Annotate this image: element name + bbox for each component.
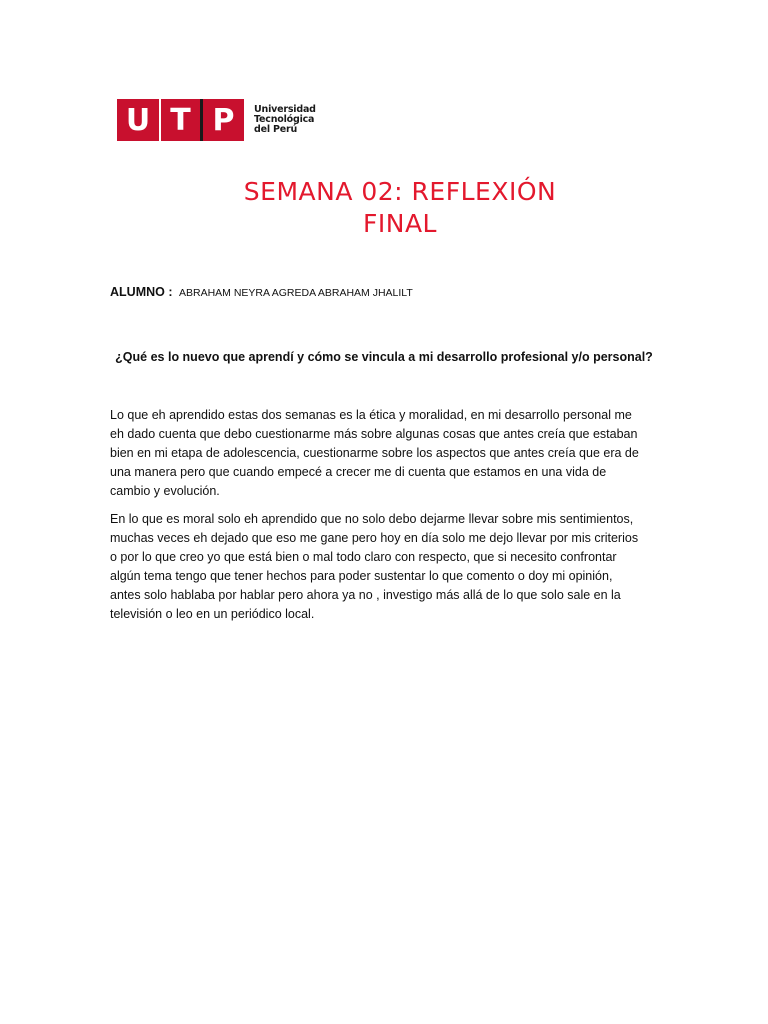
- logo-letter-t: T: [161, 99, 200, 141]
- student-name: ABRAHAM NEYRA AGREDA ABRAHAM JHALILT: [178, 287, 413, 299]
- title-line-1: SEMANA 02: REFLEXIÓN: [243, 177, 557, 206]
- logo-name-line: Tecnológica: [254, 114, 315, 125]
- paragraph-line: En lo que es moral solo eh aprendido que no solo debo dejarme llevar sobre mis sentimientos,: [110, 512, 634, 526]
- paragraph-line: bien en mi etapa de adolescencia, cuestionarme sobre los aspectos que antes creía que era de: [110, 446, 639, 460]
- document-title: [0, 176, 768, 240]
- logo-university-name: [254, 105, 316, 135]
- paragraph-line: algún tema tengo que tener hechos para poder sustentar lo que comento o doy mi opinión,: [110, 569, 613, 583]
- student-info: [110, 285, 413, 299]
- paragraph-line: una manera pero que cuando empecé a crecer me di cuenta que estamos en una vida de: [110, 465, 607, 479]
- utp-logo: [117, 99, 316, 141]
- paragraph-1: [110, 406, 670, 501]
- logo-letter-u: U: [117, 99, 159, 141]
- reflection-body: [110, 406, 670, 633]
- logo-name-line: del Perú: [254, 124, 298, 135]
- logo-name-line: Universidad: [254, 104, 316, 115]
- student-label: ALUMNO :: [110, 285, 173, 299]
- paragraph-line: cambio y evolución.: [110, 484, 220, 498]
- logo-letter-p: P: [203, 99, 244, 141]
- paragraph-line: o por lo que creo yo que está bien o mal todo claro con respecto, que si necesito confrontar: [110, 550, 617, 564]
- paragraph-2: [110, 510, 670, 624]
- paragraph-line: eh dado cuenta que debo cuestionarme más sobre algunas cosas que antes creía que estaban: [110, 427, 638, 441]
- title-line-2: FINAL: [363, 209, 437, 238]
- paragraph-line: muchas veces eh dejado que eso me gane pero hoy en día solo me dejo llevar por mis criterios: [110, 531, 639, 545]
- paragraph-line: Lo que eh aprendido estas dos semanas es la ética y moralidad, en mi desarrollo personal me: [110, 408, 632, 422]
- reflection-question: ¿Qué es lo nuevo que aprendí y cómo se vincula a mi desarrollo profesional y/o personal?: [115, 350, 653, 364]
- paragraph-line: antes solo hablaba por hablar pero ahora ya no , investigo más allá de lo que solo sale en la: [110, 588, 621, 602]
- paragraph-line: televisión o leo en un periódico local.: [110, 607, 315, 621]
